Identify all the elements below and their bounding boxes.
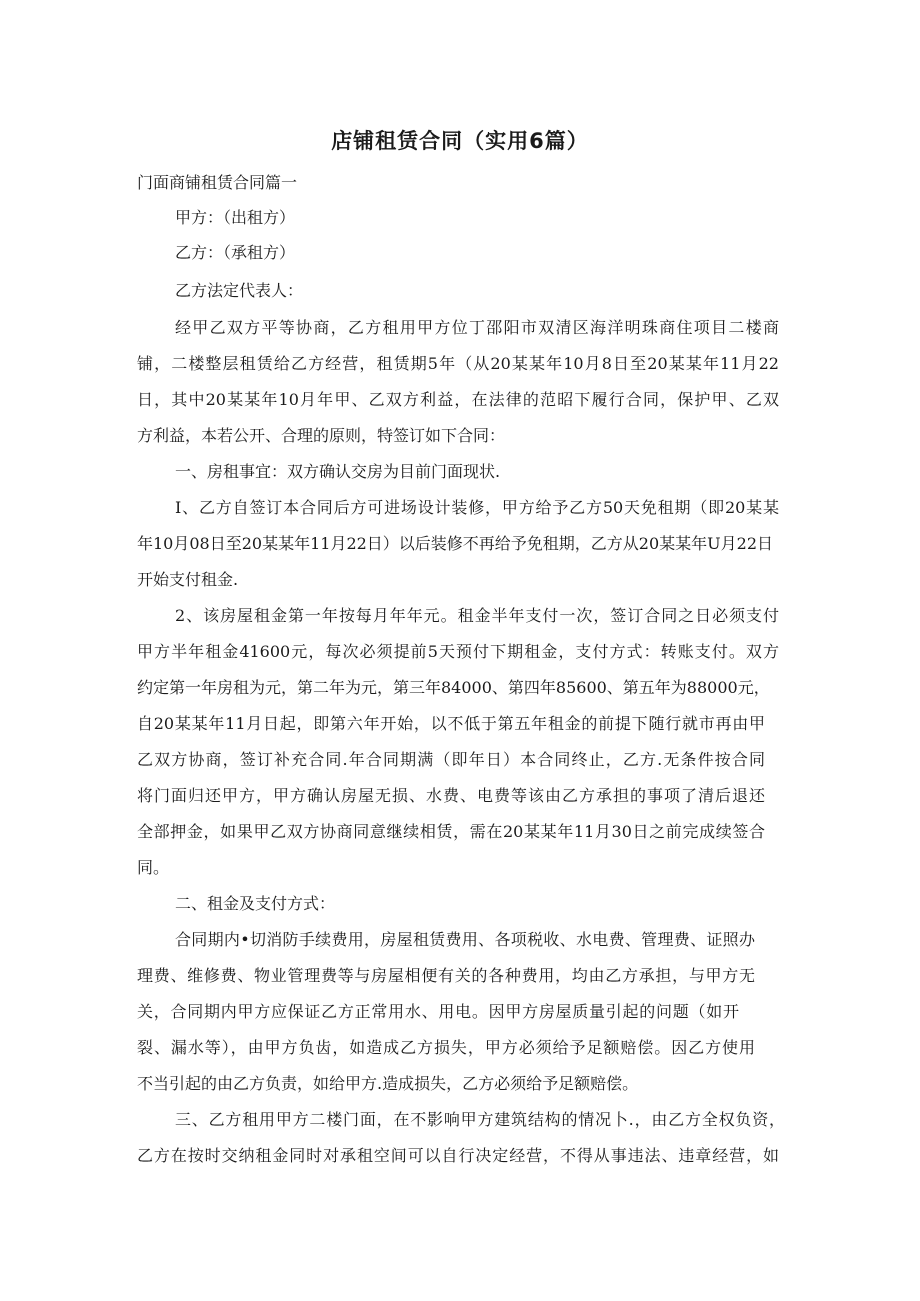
body-line: 铺，二楼整层租赁给乙方经营，租赁期5年（从20某某年10月8日至20某某年11月22	[137, 354, 779, 373]
body-line: 约定第一年房租为元，第二年为元，第三年84000、第四年85600、第五年为88000元，	[137, 678, 770, 697]
body-line: 裂、漏水等），由甲方负齿，如造成乙方损失，甲方必须给予足额赔偿。因乙方使用	[137, 1038, 755, 1057]
body-line: 理费、维修费、物业管理费等与房屋相便有关的各种费用，均由乙方承担，与甲方无	[137, 966, 755, 985]
document-title: 店铺租赁合同（实用6篇）	[331, 129, 589, 153]
body-line: 合同期内•切消防手续费用，房屋租赁费用、各项税收、水电费、管理费、证照办	[175, 930, 755, 949]
body-line: 同。	[137, 858, 170, 877]
body-line: 将门面归还甲方，甲方确认房屋无损、水费、电费等该由乙方承担的事项了清后退还	[137, 786, 765, 805]
clause-heading-2: 二、租金及支付方式：	[175, 894, 336, 913]
clause-heading-1: 一、房租事宜：双方确认交房为目前门面现状.	[175, 462, 501, 481]
body-line: I、乙方自签订本合同后方可进场设计装修，甲方给予乙方50天免租期（即20某某	[175, 498, 779, 517]
body-line: 经甲乙双方平等协商，乙方租用甲方位丁邵阳市双清区海洋明珠商住项目二楼商	[175, 318, 779, 337]
party-b-line: 乙方：（承租方）	[175, 243, 296, 262]
body-line: 关，合同期内甲方应保证乙方正常用水、用电。因甲方房屋质量引起的问题（如开	[137, 1002, 739, 1021]
body-line: 2、该房屋租金第一年按每月年年元。租金半年支付一次，签订合同之日必须支付	[175, 606, 779, 625]
clause-heading-3: 三、乙方租用甲方二楼门面，在不影响甲方建筑结构的情况卜.，由乙方全权负资，	[175, 1110, 785, 1129]
body-line: 乙双方协商，签订补充合同.年合同期满（即年日）本合同终止，乙方.无条件按合同	[137, 750, 765, 769]
body-line: 自20某某年11月日起，即第六年开始，以不低于第五年租金的前提下随行就市再由甲	[137, 714, 765, 733]
body-line: 方利益，本若公开、合理的原则，特签订如下合同：	[137, 426, 506, 445]
body-line: 甲方半年租金41600元，每次必须提前5天预付下期租金，支付方式：转账支付。双方	[137, 642, 779, 661]
body-line: 开始支付租金.	[137, 570, 239, 589]
body-line: 年10月08日至20某某年11月22日）以后装修不再给予免租期，乙方从20某某年U月22日	[137, 534, 774, 553]
body-line: 全部押金，如果甲乙双方协商同意继续相赁，需在20某某年11月30日之前完成续签合	[137, 822, 765, 841]
body-line: 乙方在按时交纳租金同时对承租空间可以自行决定经营，不得从事违法、违章经营，如	[137, 1146, 779, 1165]
body-line: 不当引起的由乙方负责，如给甲方.造成损失，乙方必须给予足额赔偿。	[137, 1074, 639, 1093]
section-heading: 门面商铺租赁合同篇一	[137, 173, 298, 192]
body-line: 日，其中20某某年10月年甲、乙双方利益，在法律的范昭下履行合同，保护甲、乙双	[137, 390, 779, 409]
party-a-line: 甲方：（出租方）	[175, 208, 296, 227]
legal-rep-line: 乙方法定代表人：	[175, 281, 304, 300]
